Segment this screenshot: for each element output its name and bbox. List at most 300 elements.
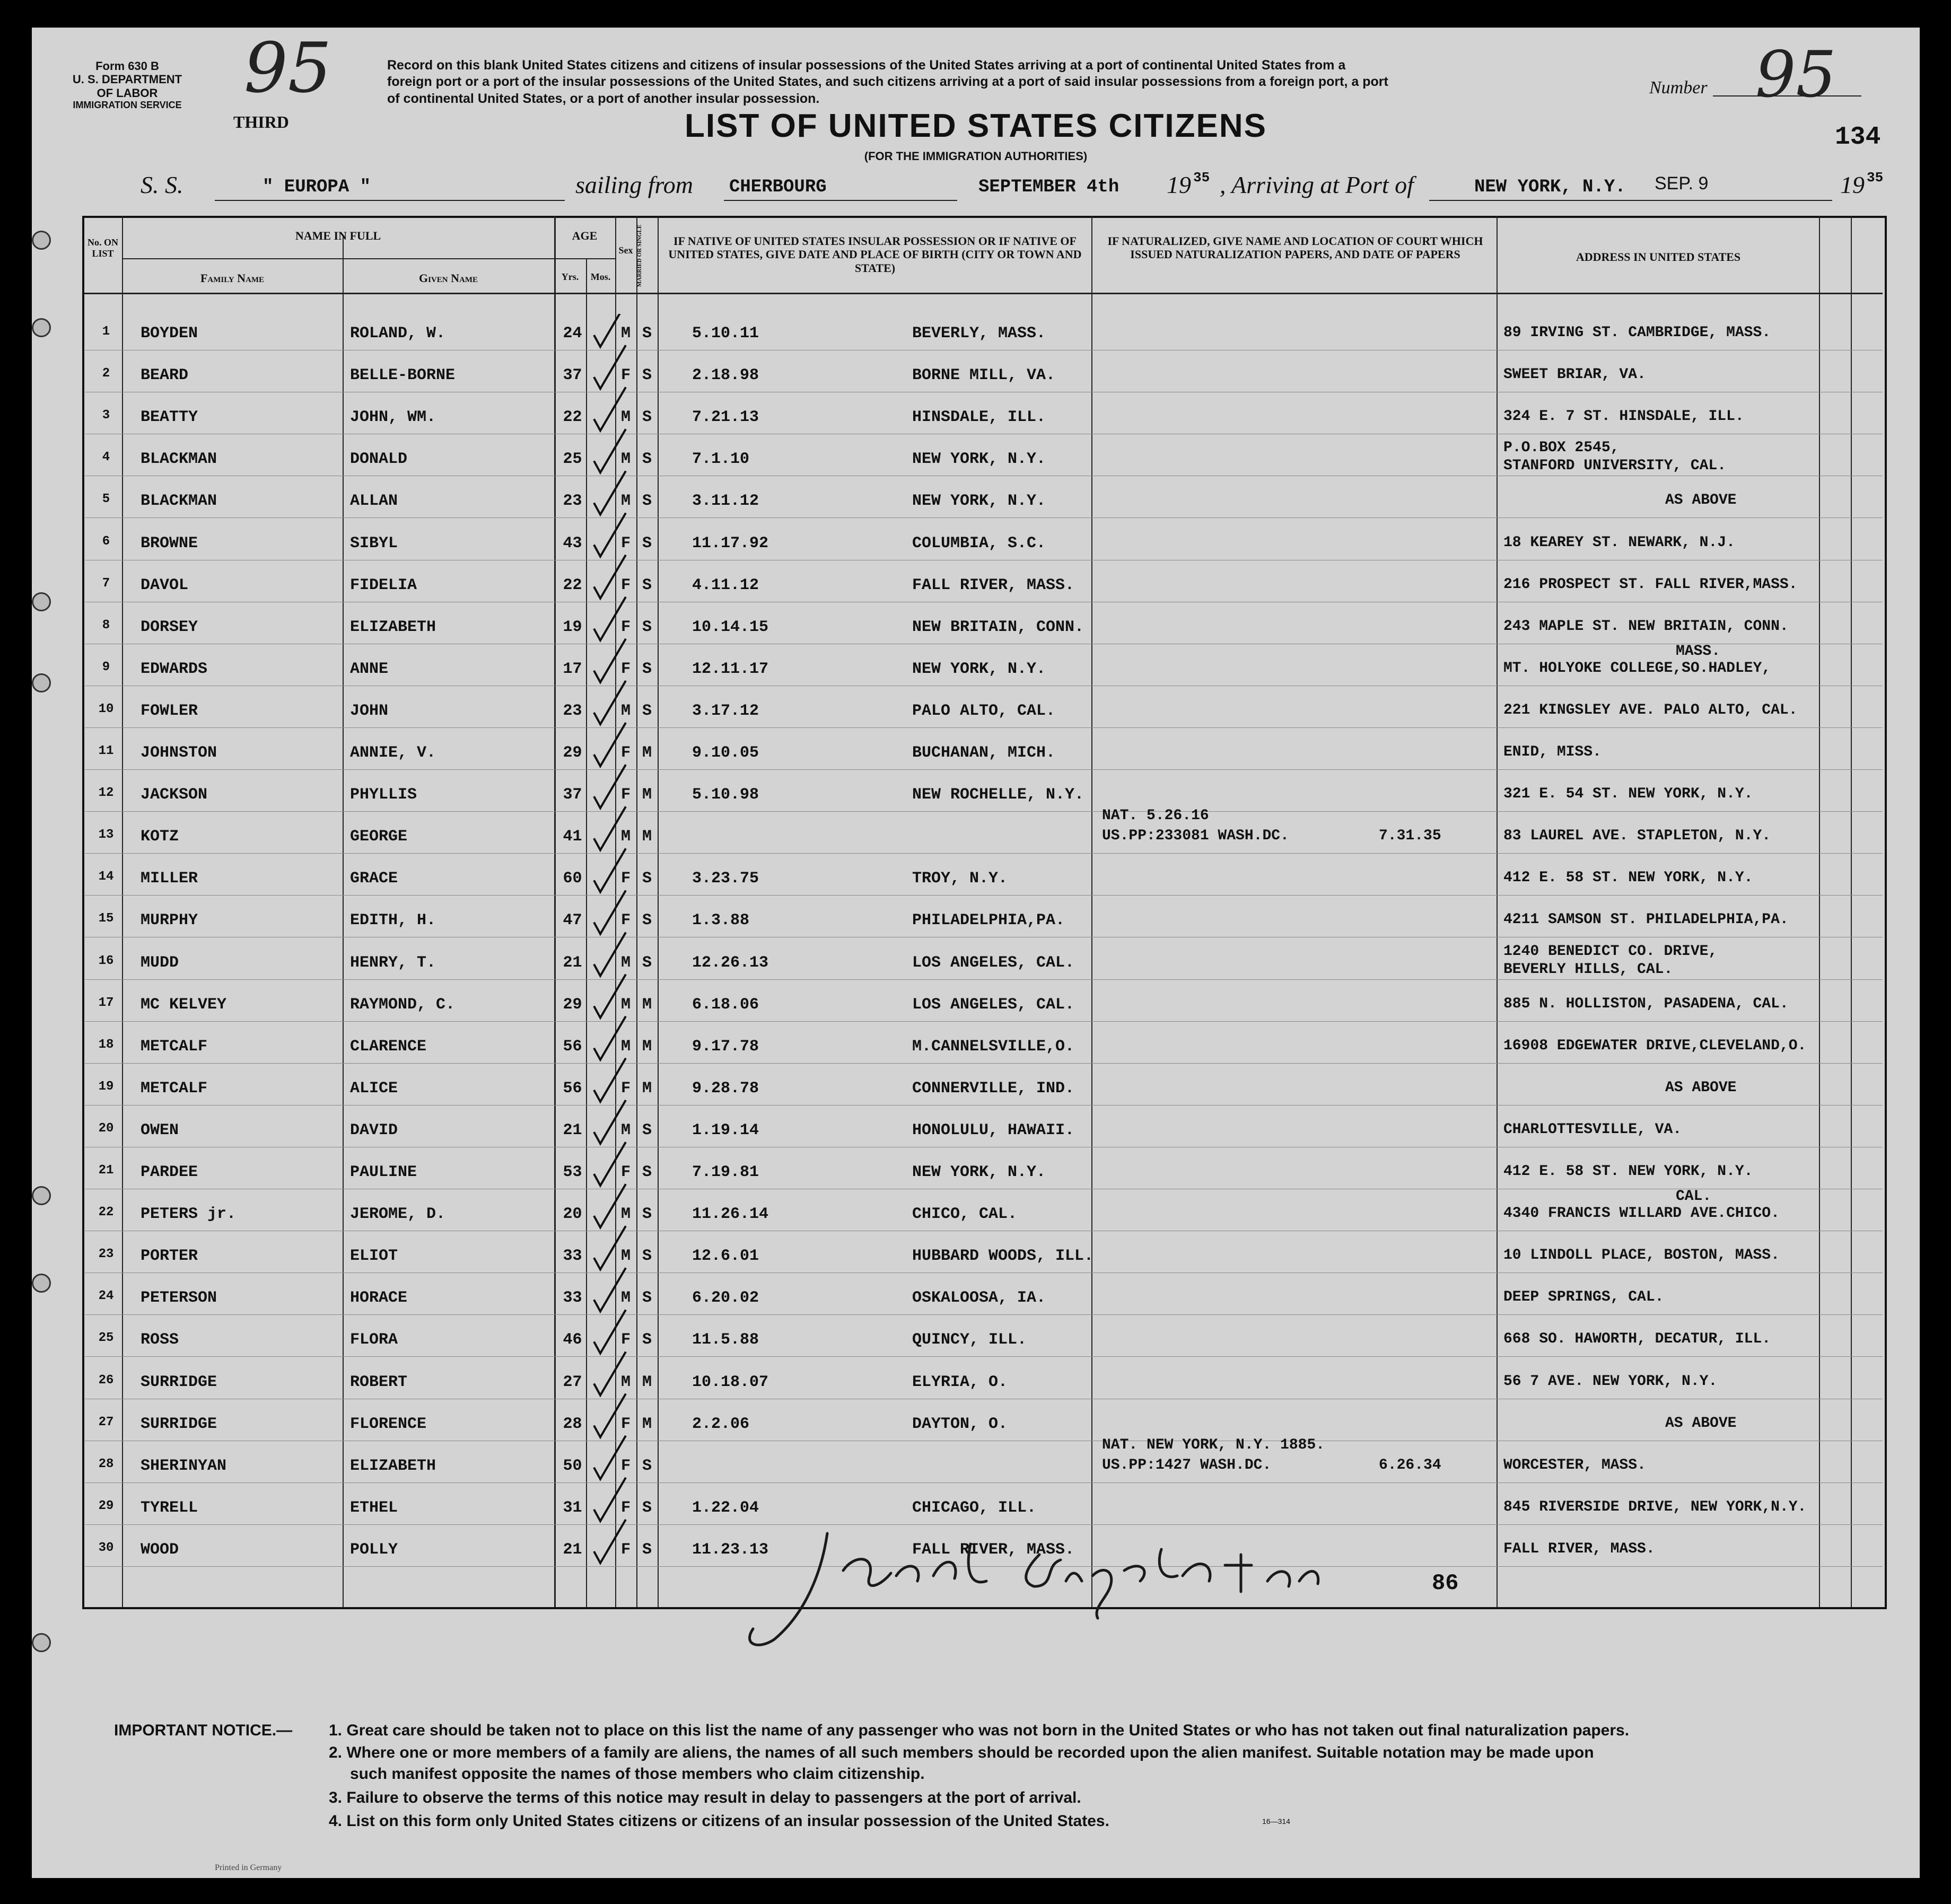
- header-name-in-full: NAME IN FULL: [295, 229, 381, 242]
- marital-status: S: [642, 1498, 652, 1517]
- family-name: DORSEY: [141, 618, 198, 636]
- birth-date: 9.28.78: [692, 1079, 759, 1098]
- given-name: POLLY: [350, 1540, 398, 1559]
- age-years: 23: [563, 492, 582, 511]
- age-years: 53: [563, 1163, 582, 1181]
- marital-status: S: [642, 870, 652, 888]
- birth-date: 10.18.07: [692, 1373, 769, 1391]
- row-number: 24: [98, 1289, 114, 1304]
- age-years: 43: [563, 534, 582, 552]
- check-mark: [594, 597, 626, 640]
- address-line-1: 845 RIVERSIDE DRIVE, NEW YORK,N.Y.: [1503, 1498, 1807, 1515]
- birth-date: 6.20.02: [692, 1289, 759, 1308]
- naturalization-date: 7.31.35: [1379, 828, 1441, 845]
- birth-date: 11.17.92: [692, 534, 769, 552]
- address-line-2: BEVERLY HILLS, CAL.: [1503, 961, 1673, 978]
- given-name: JOHN: [350, 701, 389, 720]
- row-number: 4: [102, 450, 110, 465]
- marital-status: M: [642, 744, 652, 762]
- birth-place: FALL RIVER, MASS.: [912, 576, 1075, 594]
- address-line-1: FALL RIVER, MASS.: [1503, 1540, 1655, 1557]
- header-family-name: Family Name: [200, 271, 265, 285]
- family-name: METCALF: [141, 1079, 208, 1098]
- check-mark: [594, 1184, 626, 1227]
- row-number: 26: [98, 1373, 114, 1388]
- form-number: Form 630 B: [95, 59, 159, 73]
- row-number: 21: [98, 1163, 114, 1178]
- check-marks: [589, 314, 684, 1639]
- address-line-1: WORCESTER, MASS.: [1503, 1456, 1646, 1473]
- birth-date: 1.22.04: [692, 1498, 759, 1517]
- given-name: PAULINE: [350, 1163, 417, 1181]
- family-name: MILLER: [141, 870, 198, 888]
- row-number: 5: [102, 492, 110, 507]
- marital-status: S: [642, 366, 652, 385]
- marital-status: S: [642, 1205, 652, 1224]
- given-name: FLORA: [350, 1331, 398, 1349]
- naturalization-court: NAT. NEW YORK, N.Y. 1885.: [1102, 1436, 1325, 1453]
- birth-place: BUCHANAN, MICH.: [912, 744, 1056, 762]
- age-years: 23: [563, 701, 582, 720]
- birth-date: 5.10.11: [692, 324, 759, 343]
- handwritten-list-number: 95: [244, 28, 332, 108]
- address-line-1: SWEET BRIAR, VA.: [1503, 366, 1646, 383]
- family-name: MUDD: [141, 953, 179, 972]
- birth-place: OSKALOOSA, IA.: [912, 1289, 1046, 1308]
- birth-place: LOS ANGELES, CAL.: [912, 953, 1075, 972]
- birth-place: NEW BRITAIN, CONN.: [912, 618, 1084, 636]
- birth-date: 5.10.98: [692, 786, 759, 804]
- manifest-page: [32, 28, 1920, 1878]
- naturalization-date: 6.26.34: [1379, 1456, 1441, 1473]
- birth-date: 12.6.01: [692, 1247, 759, 1266]
- row-divider: [85, 853, 1883, 854]
- address-line-1: AS ABOVE: [1665, 1415, 1737, 1432]
- sailing-from: CHERBOURG: [729, 177, 827, 197]
- notice-item-4: 4. List on this form only United States citizens or citizens of an insular possession of the United States.: [329, 1812, 1109, 1830]
- marital-status: M: [642, 995, 652, 1014]
- address-line-1: MASS.: [1676, 643, 1721, 660]
- header-no: No. ON LIST: [88, 237, 118, 259]
- check-mark: [594, 1436, 626, 1479]
- sex: F: [620, 870, 631, 888]
- given-name: JOHN, WM.: [350, 408, 436, 427]
- family-name: ROSS: [141, 1331, 179, 1349]
- address-line-1: CHARLOTTESVILLE, VA.: [1503, 1121, 1682, 1138]
- given-name: ROBERT: [350, 1373, 408, 1391]
- birth-date: 7.21.13: [692, 408, 759, 427]
- sex: M: [620, 995, 631, 1014]
- address-line-1: 1240 BENEDICT CO. DRIVE,: [1503, 943, 1718, 960]
- birth-date: 9.10.05: [692, 744, 759, 762]
- marital-status: M: [642, 1037, 652, 1056]
- notice-item-3: 3. Failure to observe the terms of this notice may result in delay to passengers at the port of arrival.: [329, 1789, 1081, 1806]
- marital-status: S: [642, 1121, 652, 1139]
- header-sex: Sex: [618, 245, 633, 256]
- birth-place: HUBBARD WOODS, ILL.: [912, 1247, 1094, 1266]
- age-years: 46: [563, 1331, 582, 1349]
- sex: F: [620, 744, 631, 762]
- marital-status: S: [642, 1247, 652, 1266]
- given-name: ALICE: [350, 1079, 398, 1098]
- given-name: ROLAND, W.: [350, 324, 446, 343]
- birth-place: NEW ROCHELLE, N.Y.: [912, 786, 1084, 804]
- sex: F: [620, 576, 631, 594]
- given-name: ELIZABETH: [350, 1456, 436, 1475]
- header-given-name: Given Name: [418, 271, 478, 285]
- age-years: 28: [563, 1415, 582, 1433]
- address-line-1: 668 SO. HAWORTH, DECATUR, ILL.: [1503, 1331, 1771, 1348]
- family-name: BROWNE: [141, 534, 198, 552]
- sex: F: [620, 911, 631, 930]
- check-mark: [594, 765, 626, 808]
- handwritten-number: 95: [1755, 38, 1836, 112]
- printed-in: Printed in Germany: [215, 1863, 282, 1872]
- check-mark: [594, 681, 626, 724]
- address-line-1: 16908 EDGEWATER DRIVE,CLEVELAND,O.: [1503, 1037, 1807, 1054]
- department: U. S. DEPARTMENT OF LABOR: [72, 73, 182, 100]
- marital-status: S: [642, 534, 652, 552]
- birth-date: 11.5.88: [692, 1331, 759, 1349]
- binder-hole: [32, 1633, 51, 1652]
- birth-place: HINSDALE, ILL.: [912, 408, 1046, 427]
- family-name: BEATTY: [141, 408, 198, 427]
- age-years: 17: [563, 660, 582, 678]
- marital-status: S: [642, 1163, 652, 1181]
- binder-hole: [32, 1274, 51, 1293]
- age-years: 37: [563, 366, 582, 385]
- given-name: BELLE-BORNE: [350, 366, 456, 385]
- given-name: ANNE: [350, 660, 389, 678]
- age-years: 21: [563, 1121, 582, 1139]
- birth-date: 7.1.10: [692, 450, 750, 469]
- sex: F: [620, 366, 631, 385]
- row-number: 19: [98, 1079, 114, 1094]
- birth-date: 12.11.17: [692, 660, 769, 678]
- age-years: 19: [563, 618, 582, 636]
- birth-date: 2.2.06: [692, 1415, 750, 1433]
- marital-status: S: [642, 324, 652, 343]
- address-line-2: MT. HOLYOKE COLLEGE,SO.HADLEY,: [1503, 660, 1771, 677]
- given-name: PHYLLIS: [350, 786, 417, 804]
- sex: F: [620, 1331, 631, 1349]
- given-name: EDITH, H.: [350, 911, 436, 930]
- family-name: JACKSON: [141, 786, 208, 804]
- birth-date: 11.23.13: [692, 1540, 769, 1559]
- row-divider: [85, 811, 1883, 812]
- given-name: GRACE: [350, 870, 398, 888]
- row-number: 7: [102, 576, 110, 591]
- sex: M: [620, 828, 631, 846]
- row-number: 2: [102, 366, 110, 381]
- given-name: DAVID: [350, 1121, 398, 1139]
- marital-status: S: [642, 1331, 652, 1349]
- family-name: BLACKMAN: [141, 450, 217, 469]
- address-line-1: P.O.BOX 2545,: [1503, 440, 1620, 457]
- address-line-1: 83 LAUREL AVE. STAPLETON, N.Y.: [1503, 828, 1771, 845]
- age-years: 47: [563, 911, 582, 930]
- form-id-block: [64, 59, 191, 111]
- family-name: FOWLER: [141, 701, 198, 720]
- family-name: DAVOL: [141, 576, 189, 594]
- family-name: JOHNSTON: [141, 744, 217, 762]
- sex: M: [620, 953, 631, 972]
- address-line-1: 885 N. HOLLISTON, PASADENA, CAL.: [1503, 995, 1789, 1012]
- marital-status: M: [642, 1079, 652, 1098]
- marital-status: S: [642, 660, 652, 678]
- family-name: BEARD: [141, 366, 189, 385]
- sex: F: [620, 1415, 631, 1433]
- age-years: 56: [563, 1037, 582, 1056]
- address-line-1: 324 E. 7 ST. HINSDALE, ILL.: [1503, 408, 1744, 425]
- birth-place: FALL RIVER, MASS.: [912, 1540, 1075, 1559]
- row-number: 16: [98, 953, 114, 968]
- marital-status: M: [642, 1373, 652, 1391]
- binder-hole: [32, 231, 51, 250]
- birth-place: PALO ALTO, CAL.: [912, 701, 1056, 720]
- birth-date: 1.3.88: [692, 911, 750, 930]
- age-years: 33: [563, 1247, 582, 1266]
- birth-date: 3.17.12: [692, 701, 759, 720]
- age-years: 56: [563, 1079, 582, 1098]
- row-divider: [85, 1356, 1883, 1357]
- sex: M: [620, 1205, 631, 1224]
- sailing-from-label: sailing from: [575, 171, 693, 198]
- address-line-1: 216 PROSPECT ST. FALL RIVER,MASS.: [1503, 576, 1798, 593]
- page-subtitle: (FOR THE IMMIGRATION AUTHORITIES): [864, 150, 1088, 163]
- marital-status: S: [642, 618, 652, 636]
- row-number: 9: [102, 660, 110, 674]
- age-years: 41: [563, 828, 582, 846]
- check-mark: [594, 1310, 626, 1353]
- notice-item-1: 1. Great care should be taken not to place on this list the name of any passenger who was not born in the United States or who has not taken out final naturalization papers.: [329, 1722, 1630, 1739]
- given-name: CLARENCE: [350, 1037, 427, 1056]
- marital-status: S: [642, 701, 652, 720]
- given-name: GEORGE: [350, 828, 408, 846]
- birth-place: M.CANNELSVILLE,O.: [912, 1037, 1075, 1056]
- row-divider: [85, 979, 1883, 980]
- row-number: 8: [102, 618, 110, 633]
- check-mark: [594, 513, 626, 557]
- naturalization-court: NAT. 5.26.16: [1102, 808, 1209, 824]
- address-line-1: 4211 SAMSON ST. PHILADELPHIA,PA.: [1503, 911, 1789, 928]
- row-divider: [85, 895, 1883, 896]
- row-divider: [85, 1021, 1883, 1022]
- notice-item-2-cont: such manifest opposite the names of those members who claim citizenship.: [350, 1765, 925, 1783]
- check-mark: [594, 890, 626, 934]
- service: IMMIGRATION SERVICE: [73, 99, 182, 110]
- given-name: HENRY, T.: [350, 953, 436, 972]
- row-number: 10: [98, 701, 114, 716]
- check-mark: [594, 1520, 626, 1563]
- birth-place: NEW YORK, N.Y.: [912, 1163, 1046, 1181]
- given-name: ALLAN: [350, 492, 398, 511]
- birth-place: CHICO, CAL.: [912, 1205, 1018, 1224]
- given-name: ANNIE, V.: [350, 744, 436, 762]
- header-age: AGE: [572, 229, 598, 242]
- marital-status: S: [642, 492, 652, 511]
- given-name: ELIZABETH: [350, 618, 436, 636]
- birth-date: 10.14.15: [692, 618, 769, 636]
- sex: M: [620, 701, 631, 720]
- family-name: BOYDEN: [141, 324, 198, 343]
- address-line-1: 18 KEAREY ST. NEWARK, N.J.: [1503, 534, 1735, 551]
- check-mark: [594, 1226, 626, 1269]
- birth-place: NEW YORK, N.Y.: [912, 492, 1046, 511]
- check-mark: [594, 429, 626, 472]
- marital-status: S: [642, 953, 652, 972]
- family-name: PETERSON: [141, 1289, 217, 1308]
- check-mark: [594, 975, 626, 1018]
- address-line-1: AS ABOVE: [1665, 492, 1737, 509]
- number-label: Number: [1649, 78, 1708, 98]
- sex: F: [620, 786, 631, 804]
- sex: M: [620, 1037, 631, 1056]
- birth-date: 2.18.98: [692, 366, 759, 385]
- check-mark: [594, 1478, 626, 1521]
- binder-hole: [32, 592, 51, 611]
- binder-hole: [32, 318, 51, 337]
- birth-date: 11.26.14: [692, 1205, 769, 1224]
- marital-status: S: [642, 450, 652, 469]
- address-line-1: AS ABOVE: [1665, 1079, 1737, 1096]
- notice-item-2: 2. Where one or more members of a family are aliens, the names of all such members should be recorded upon the alien manifest. Suitable notation may be made upon: [329, 1744, 1594, 1761]
- sex: F: [620, 1498, 631, 1517]
- sex: F: [620, 1540, 631, 1559]
- arrival-year: 35: [1867, 170, 1884, 186]
- address-line-1: 412 E. 58 ST. NEW YORK, N.Y.: [1503, 870, 1753, 887]
- age-years: 22: [563, 408, 582, 427]
- birth-place: HONOLULU, HAWAII.: [912, 1121, 1075, 1139]
- address-line-1: 321 E. 54 ST. NEW YORK, N.Y.: [1503, 786, 1753, 803]
- row-number: 18: [98, 1037, 114, 1052]
- check-mark: [594, 1142, 626, 1186]
- check-mark: [594, 806, 626, 850]
- check-mark: [594, 848, 626, 892]
- row-number: 3: [102, 408, 110, 423]
- row-divider: [85, 769, 1883, 770]
- marital-status: S: [642, 1456, 652, 1475]
- sex: M: [620, 324, 631, 343]
- naturalization-papers: US.PP:1427 WASH.DC.: [1102, 1456, 1272, 1473]
- row-divider: [85, 1482, 1883, 1483]
- binder-hole: [32, 673, 51, 692]
- family-name: BLACKMAN: [141, 492, 217, 511]
- given-name: DONALD: [350, 450, 408, 469]
- marital-status: S: [642, 911, 652, 930]
- ss-label: S. S.: [141, 171, 183, 198]
- page-title: LIST OF UNITED STATES CITIZENS: [685, 108, 1267, 144]
- check-mark: [594, 1058, 626, 1102]
- check-mark: [594, 1016, 626, 1060]
- sex: F: [620, 1079, 631, 1098]
- marital-status: S: [642, 1540, 652, 1559]
- sex: M: [620, 450, 631, 469]
- departure-year: 35: [1193, 170, 1210, 186]
- total-stamp: 86: [1432, 1570, 1459, 1596]
- birth-place: LOS ANGELES, CAL.: [912, 995, 1075, 1014]
- given-name: SIBYL: [350, 534, 398, 552]
- notice-label: IMPORTANT NOTICE.—: [114, 1722, 293, 1739]
- family-name: SURRIDGE: [141, 1415, 217, 1433]
- departure-date: SEPTEMBER 4th: [978, 177, 1119, 197]
- family-name: TYRELL: [141, 1498, 198, 1517]
- check-mark: [594, 314, 626, 347]
- address-line-1: 243 MAPLE ST. NEW BRITAIN, CONN.: [1503, 618, 1789, 635]
- birth-place: ELYRIA, O.: [912, 1373, 1008, 1391]
- row-number: 12: [98, 786, 114, 801]
- sex: M: [620, 1121, 631, 1139]
- family-name: MC KELVEY: [141, 995, 227, 1014]
- age-years: 22: [563, 576, 582, 594]
- naturalization-papers: US.PP:233081 WASH.DC.: [1102, 828, 1289, 845]
- birth-place: CONNERVILLE, IND.: [912, 1079, 1075, 1098]
- row-number: 30: [98, 1540, 114, 1555]
- sex: M: [620, 492, 631, 511]
- address-line-1: 412 E. 58 ST. NEW YORK, N.Y.: [1503, 1163, 1753, 1180]
- birth-place: NEW YORK, N.Y.: [912, 660, 1046, 678]
- age-years: 21: [563, 953, 582, 972]
- family-name: PORTER: [141, 1247, 198, 1266]
- row-number: 25: [98, 1331, 114, 1346]
- sex: F: [620, 618, 631, 636]
- address-line-1: ENID, MISS.: [1503, 744, 1602, 760]
- row-number: 1: [102, 324, 110, 339]
- arrival-date: SEP. 9: [1655, 173, 1709, 194]
- sex: F: [620, 1163, 631, 1181]
- birth-date: 3.23.75: [692, 870, 759, 888]
- row-number: 14: [98, 870, 114, 884]
- birth-place: TROY, N.Y.: [912, 870, 1008, 888]
- check-mark: [594, 933, 626, 976]
- age-years: 33: [563, 1289, 582, 1308]
- age-years: 25: [563, 450, 582, 469]
- address-line-1: 10 LINDOLL PLACE, BOSTON, MASS.: [1503, 1247, 1780, 1264]
- address-line-2: 4340 FRANCIS WILLARD AVE.CHICO.: [1503, 1205, 1780, 1222]
- check-mark: [594, 555, 626, 599]
- birth-date: 1.19.14: [692, 1121, 759, 1139]
- address-line-1: CAL.: [1676, 1188, 1712, 1205]
- birth-place: COLUMBIA, S.C.: [912, 534, 1046, 552]
- row-number: 17: [98, 995, 114, 1010]
- sex: F: [620, 660, 631, 678]
- birth-date: 3.11.12: [692, 492, 759, 511]
- age-years: 29: [563, 744, 582, 762]
- header-naturalized: IF NATURALIZED, GIVE NAME AND LOCATION OF COURT WHICH ISSUED NATURALIZATION PAPERS, AND DATE OF PAPERS: [1107, 234, 1483, 261]
- check-mark: [594, 1394, 626, 1437]
- check-mark: [594, 1100, 626, 1144]
- address-line-1: 89 IRVING ST. CAMBRIDGE, MASS.: [1503, 324, 1771, 341]
- family-name: KOTZ: [141, 828, 179, 846]
- check-mark: [594, 723, 626, 766]
- row-number: 15: [98, 911, 114, 926]
- row-number: 27: [98, 1415, 114, 1429]
- given-name: HORACE: [350, 1289, 408, 1308]
- age-years: 21: [563, 1540, 582, 1559]
- age-years: 37: [563, 786, 582, 804]
- check-mark: [594, 345, 626, 389]
- row-number: 23: [98, 1247, 114, 1262]
- class-label: THIRD: [233, 112, 289, 131]
- given-name: FIDELIA: [350, 576, 417, 594]
- birth-date: 4.11.12: [692, 576, 759, 594]
- given-name: FLORENCE: [350, 1415, 427, 1433]
- row-number: 11: [98, 744, 114, 758]
- family-name: PETERS jr.: [141, 1205, 237, 1224]
- arrival-port: NEW YORK, N.Y.: [1474, 177, 1626, 197]
- check-mark: [594, 1268, 626, 1311]
- given-name: RAYMOND, C.: [350, 995, 456, 1014]
